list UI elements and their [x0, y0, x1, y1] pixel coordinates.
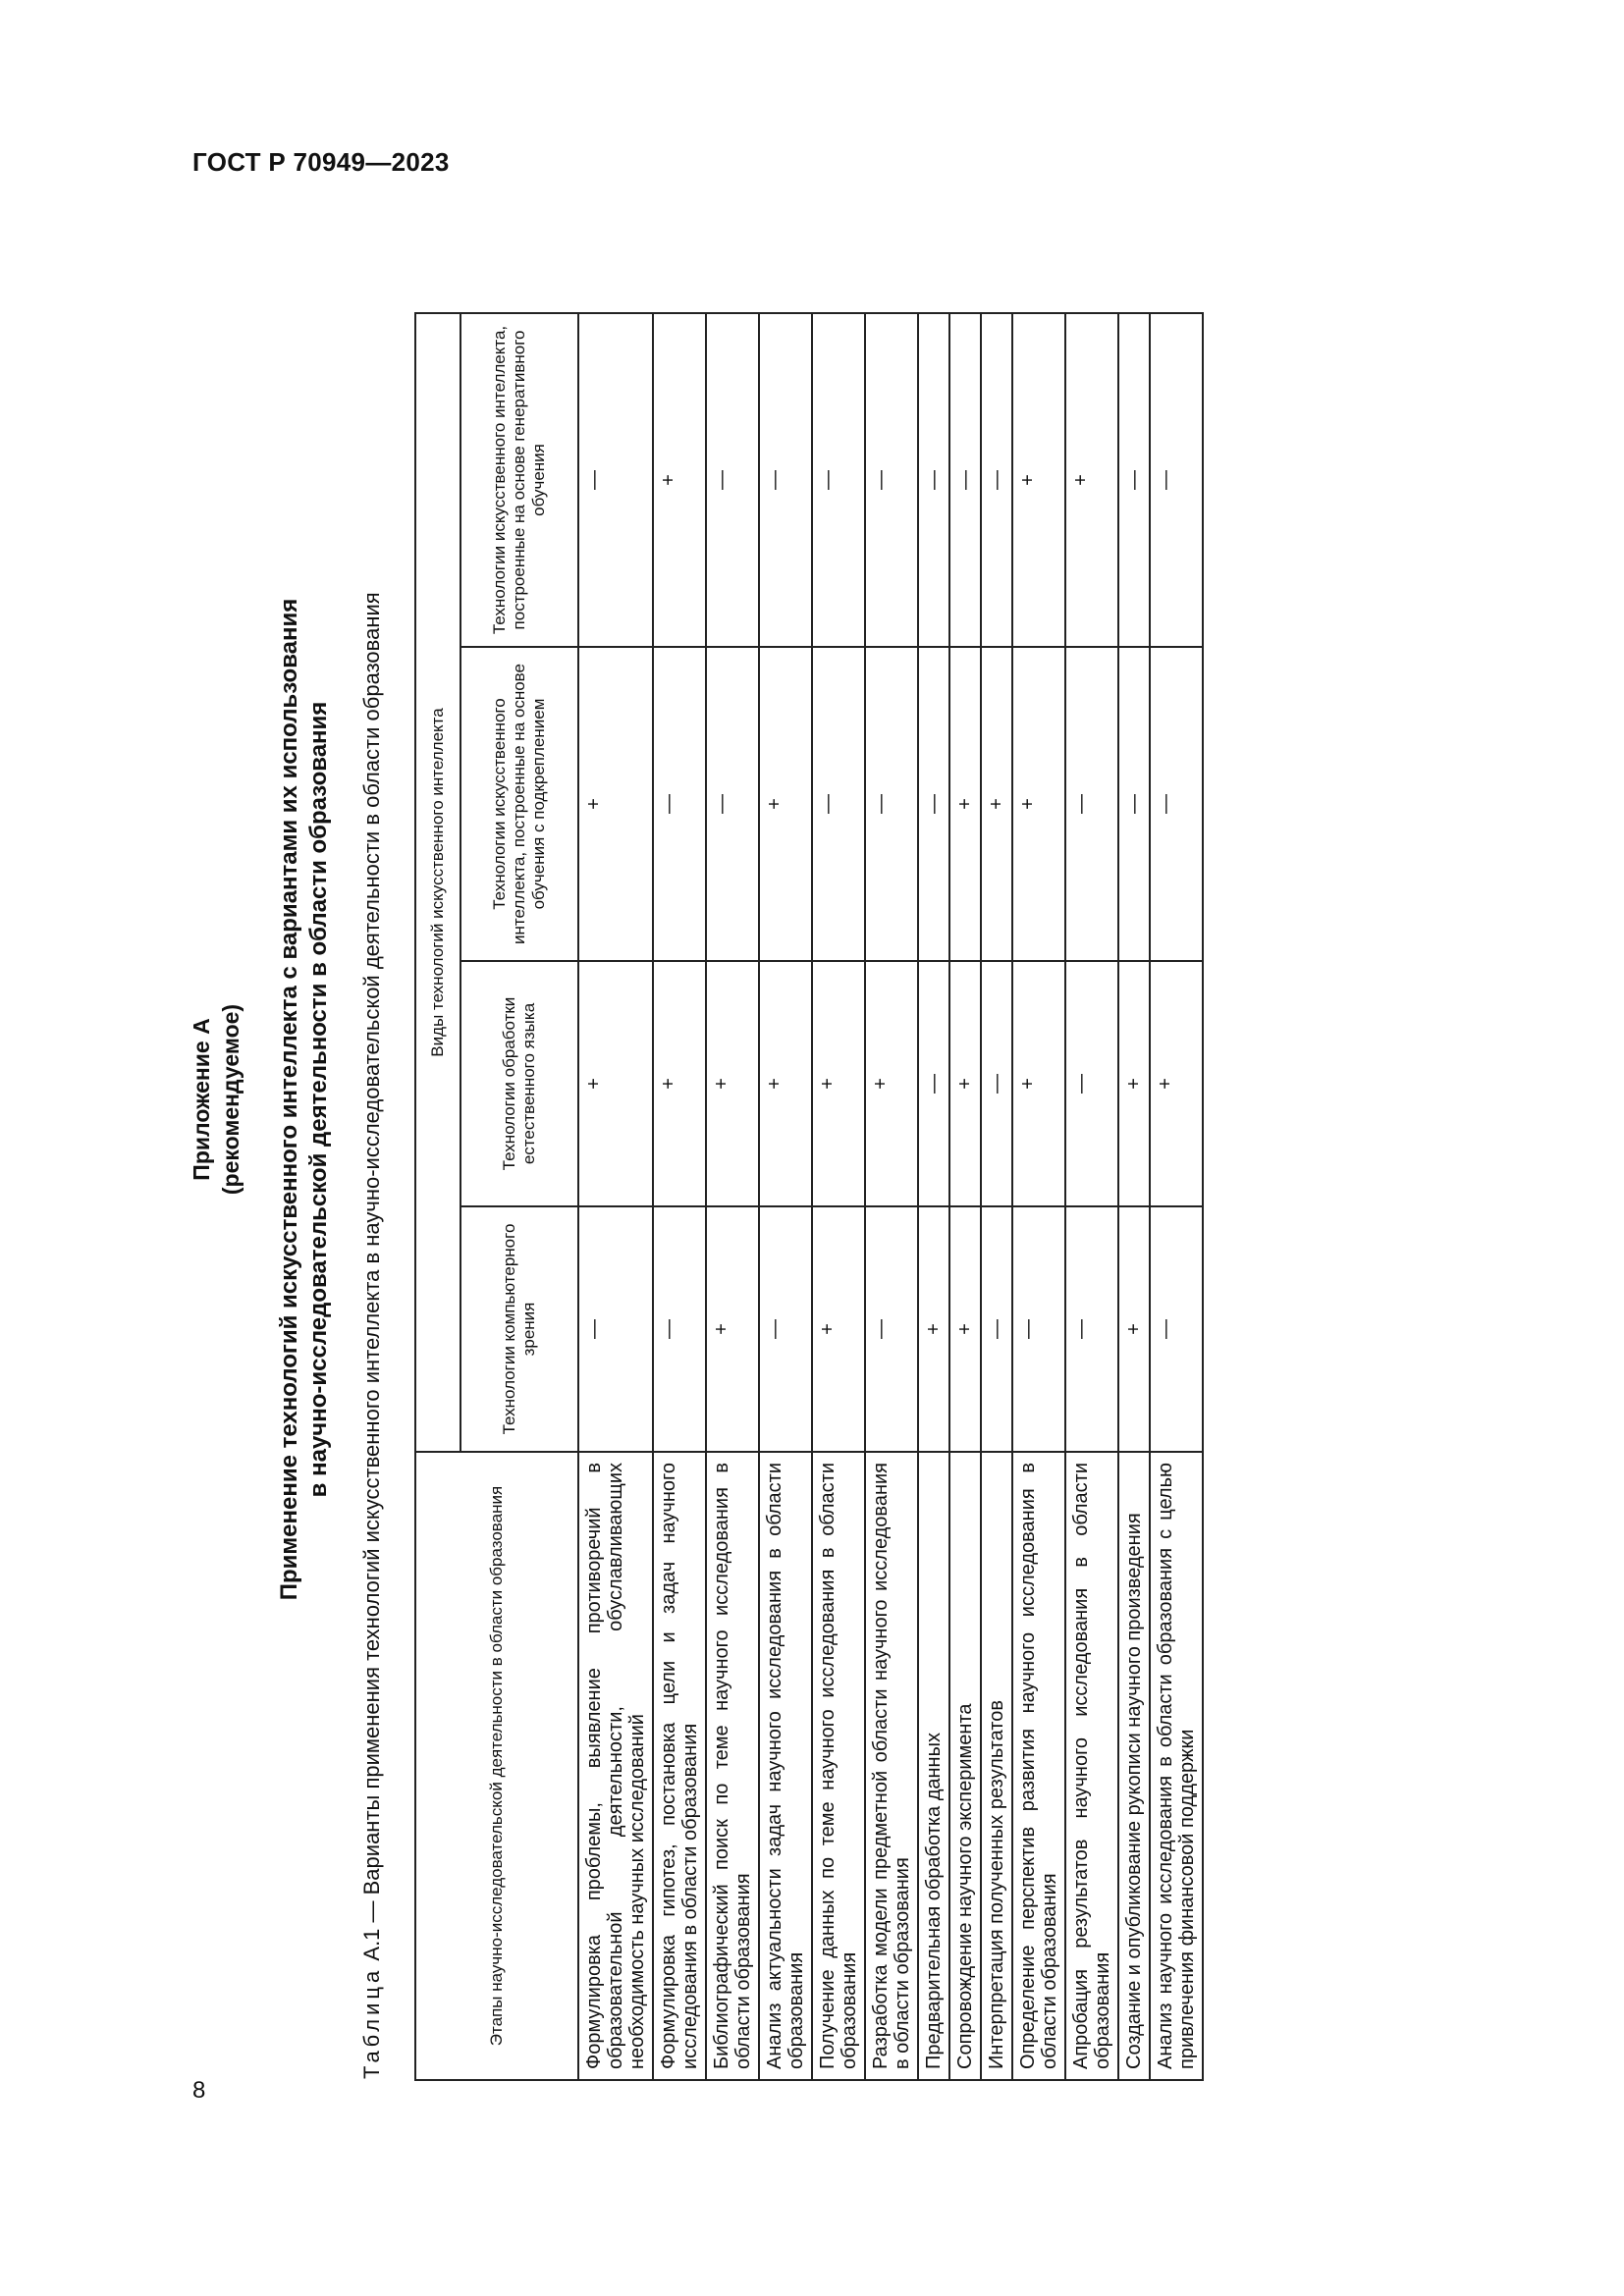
mark-cell: — [578, 313, 653, 647]
mark-cell: + [1065, 313, 1118, 647]
mark-cell: + [578, 647, 653, 961]
mark-cell: + [578, 961, 653, 1206]
mark-cell: — [981, 313, 1012, 647]
mark-cell: — [706, 647, 759, 961]
technology-group-header: Виды технологий искусственного интеллекта [415, 313, 460, 1452]
stage-cell: Сопровождение научного эксперимента [949, 1452, 981, 2080]
mark-cell: + [865, 961, 918, 1206]
appendix-heading [187, 118, 245, 2081]
stage-cell: Предварительная обработка данных [918, 1452, 949, 2080]
page-number: 8 [192, 2077, 206, 2104]
stage-cell: Разработка модели предметной области научного исследования в области образования [865, 1452, 918, 2080]
mark-cell: + [653, 313, 706, 647]
mark-cell: + [918, 1206, 949, 1452]
mark-cell: — [949, 313, 981, 647]
column-header-computer-vision: Технологии компьютерного зрения [460, 1206, 578, 1452]
mark-cell: + [1012, 313, 1065, 647]
mark-cell: + [949, 647, 981, 961]
mark-cell: — [759, 1206, 812, 1452]
mark-cell: + [1150, 961, 1203, 1206]
stage-cell: Интерпретация полученных результатов [981, 1452, 1012, 2080]
stage-cell: Апробация результатов научного исследования в области образования [1065, 1452, 1118, 2080]
stage-cell: Получение данных по теме научного исследования в области образования [812, 1452, 865, 2080]
mark-cell: — [812, 313, 865, 647]
mark-cell: — [653, 647, 706, 961]
mark-cell: — [1118, 647, 1150, 961]
column-header-nlp: Технологии обработки естественного языка [460, 961, 578, 1206]
stage-cell: Библиографический поиск по теме научного исследования в области образования [706, 1452, 759, 2080]
mark-cell: + [812, 1206, 865, 1452]
mark-cell: + [1118, 1206, 1150, 1452]
mark-cell: + [706, 961, 759, 1206]
table-row [949, 313, 981, 2080]
stage-column-header: Этапы научно-исследовательской деятельности в области образования [415, 1452, 578, 2080]
mark-cell: — [981, 961, 1012, 1206]
table-row [918, 313, 949, 2080]
table-row [981, 313, 1012, 2080]
appendix-title [275, 118, 334, 2081]
mark-cell: + [949, 1206, 981, 1452]
mark-cell: + [1012, 647, 1065, 961]
table-row [1118, 313, 1150, 2080]
column-header-reinforcement-learning: Технологии искусственного интеллекта, построенные на основе обучения с подкреплением [460, 647, 578, 961]
mark-cell: + [759, 647, 812, 961]
stage-cell: Формулировка проблемы, выявление противоречий в образовательной деятельности, обуславливающих необходимость научных исследований [578, 1452, 653, 2080]
mark-cell: — [1150, 1206, 1203, 1452]
stage-cell: Формулировка гипотез, постановка цели и задач научного исследования в области образования [653, 1452, 706, 2080]
mark-cell: — [1118, 313, 1150, 647]
mark-cell: — [653, 1206, 706, 1452]
mark-cell: — [812, 647, 865, 961]
mark-cell: — [578, 1206, 653, 1452]
mark-cell: + [981, 647, 1012, 961]
table-row [578, 313, 653, 2080]
mark-cell: + [1118, 961, 1150, 1206]
mark-cell: — [918, 961, 949, 1206]
standard-code: ГОСТ Р 70949—2023 [192, 147, 450, 177]
table-row [812, 313, 865, 2080]
column-header-generative-learning: Технологии искусственного интеллекта, построенные на основе генеративного обучения [460, 313, 578, 647]
mark-cell: + [949, 961, 981, 1206]
table-row [706, 313, 759, 2080]
appendix-title-line2: в научно-исследовательской деятельности в области образования [305, 701, 332, 1498]
table-row [1012, 313, 1065, 2080]
mark-cell: — [865, 647, 918, 961]
mark-cell: — [865, 313, 918, 647]
mark-cell: — [1065, 647, 1118, 961]
mark-cell: — [918, 313, 949, 647]
mark-cell: + [759, 961, 812, 1206]
appendix-status: (рекомендуемое) [218, 1003, 244, 1196]
stage-cell: Анализ научного исследования в области образования с целью привлечения финансовой поддержки [1150, 1452, 1203, 2080]
mark-cell: + [706, 1206, 759, 1452]
table-row [653, 313, 706, 2080]
mark-cell: — [706, 313, 759, 647]
stage-cell: Определение перспектив развития научного исследования в области образования [1012, 1452, 1065, 2080]
stage-cell: Анализ актуальности задач научного исследования в области образования [759, 1452, 812, 2080]
appendix-title-line1: Применение технологий искусственного интеллекта с вариантами их использования [276, 598, 302, 1601]
stage-cell: Создание и опубликование рукописи научного произведения [1118, 1452, 1150, 2080]
table-caption-prefix: Таблица [359, 1966, 384, 2079]
table-row [1150, 313, 1203, 2080]
mark-cell: — [1012, 1206, 1065, 1452]
table-row [759, 313, 812, 2080]
mark-cell: — [981, 1206, 1012, 1452]
table-caption [358, 126, 386, 2079]
table-row [865, 313, 918, 2080]
mark-cell: + [812, 961, 865, 1206]
mark-cell: + [653, 961, 706, 1206]
appendix-label: Приложение А [189, 1018, 214, 1181]
table-row [1065, 313, 1118, 2080]
ai-technologies-table [414, 312, 1204, 2081]
mark-cell: — [1150, 647, 1203, 961]
mark-cell: — [918, 647, 949, 961]
table-caption-text: А.1 — Варианты применения технологий искусственного интеллекта в научно-исследовательской деятельности в области образования [359, 592, 384, 1961]
mark-cell: — [1150, 313, 1203, 647]
mark-cell: — [759, 313, 812, 647]
rotated-page-content [187, 118, 1394, 2081]
mark-cell: — [865, 1206, 918, 1452]
mark-cell: — [1065, 1206, 1118, 1452]
mark-cell: — [1065, 961, 1118, 1206]
mark-cell: + [1012, 961, 1065, 1206]
